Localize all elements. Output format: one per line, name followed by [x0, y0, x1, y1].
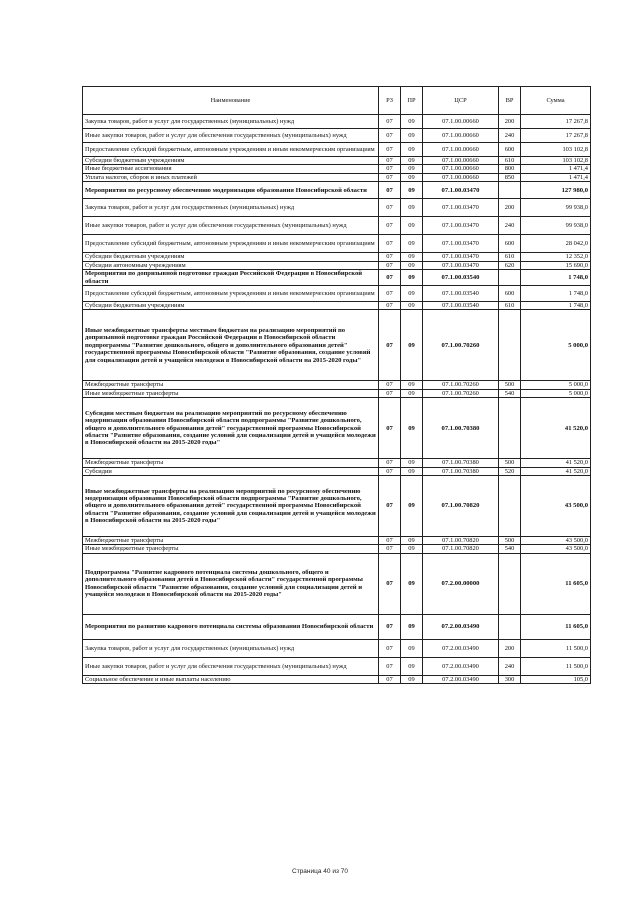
table-row: [83, 476, 591, 537]
cell-csr: 07.1.00.70260: [423, 310, 499, 381]
table-row: [83, 302, 591, 310]
cell-name: Субсидии местным бюджетам на реализацию мероприятий по ресурсному обеспечению модернизации образования Новосибирской области подпрограммы "Развитие дошкольного, общего и дополнительного образования детей" государственной программы Новосибирской области "Развитие образования, создание условий для социализации детей и учащейся молодежи в Новосибирской области на 2015-2020 годы": [83, 398, 379, 459]
cell-vr: 500: [499, 459, 521, 467]
cell-csr: 07.1.00.00660: [423, 115, 499, 129]
cell-vr: 610: [499, 302, 521, 310]
cell-pr: 09: [401, 553, 423, 614]
cell-sum: 17 267,8: [521, 115, 591, 129]
cell-pr: 09: [401, 389, 423, 397]
table-row: [83, 173, 591, 181]
table-row: [83, 398, 591, 459]
cell-name: Субсидии: [83, 467, 379, 475]
cell-name: Иные межбюджетные трансферты: [83, 545, 379, 553]
table-row: [83, 165, 591, 173]
cell-vr: 610: [499, 253, 521, 261]
cell-name: Социальное обеспечение и иные выплаты населению: [83, 675, 379, 683]
cell-pr: 09: [401, 165, 423, 173]
cell-rz: 07: [379, 467, 401, 475]
cell-csr: 07.1.00.03470: [423, 253, 499, 261]
header-csr: ЦСР: [423, 87, 499, 115]
cell-name: Иные межбюджетные трансферты на реализацию мероприятий по ресурсному обеспечению модернизации образования Новосибирской области подпрограммы "Развитие дошкольного, общего и дополнительного образования детей" государственной программы Новосибирской области "Развитие образования, создание условий для социализации детей и учащейся молодежи в Новосибирской области на 2015-2020 годы": [83, 476, 379, 537]
cell-vr: 520: [499, 467, 521, 475]
cell-vr: 540: [499, 389, 521, 397]
cell-vr: 200: [499, 199, 521, 217]
cell-sum: 1 748,0: [521, 270, 591, 286]
cell-csr: 07.1.00.03470: [423, 261, 499, 269]
cell-name: Предоставление субсидий бюджетным, автономным учреждениям и иным некоммерческим организациям: [83, 235, 379, 253]
cell-csr: 07.1.00.00660: [423, 143, 499, 157]
table-row: [83, 143, 591, 157]
cell-vr: 800: [499, 165, 521, 173]
table-row: [83, 261, 591, 269]
cell-rz: 07: [379, 217, 401, 235]
cell-name: Предоставление субсидий бюджетным, автономным учреждениям и иным некоммерческим организациям: [83, 143, 379, 157]
cell-name: Подпрограмма "Развитие кадрового потенциала системы дошкольного, общего и дополнительного образования детей в Новосибирской области" государственной программы Новосибирской области "Развитие образования, создание условий для социализации детей и учащейся молодежи в Новосибирской области на 2015-2020 годы": [83, 553, 379, 614]
cell-rz: 07: [379, 270, 401, 286]
cell-name: Иные бюджетные ассигнования: [83, 165, 379, 173]
cell-sum: 1 748,0: [521, 302, 591, 310]
cell-pr: 09: [401, 129, 423, 143]
cell-vr: 600: [499, 286, 521, 302]
header-pr: ПР: [401, 87, 423, 115]
cell-name: Мероприятия по ресурсному обеспечению модернизации образования Новосибирской области: [83, 182, 379, 199]
cell-sum: 41 520,0: [521, 467, 591, 475]
cell-vr: 600: [499, 143, 521, 157]
cell-rz: 07: [379, 302, 401, 310]
cell-csr: 07.1.00.70380: [423, 398, 499, 459]
cell-csr: 07.1.00.70260: [423, 389, 499, 397]
cell-pr: 09: [401, 467, 423, 475]
table-row: [83, 389, 591, 397]
cell-vr: 240: [499, 217, 521, 235]
cell-name: Закупка товаров, работ и услуг для государственных (муниципальных) нужд: [83, 199, 379, 217]
cell-rz: 07: [379, 537, 401, 545]
cell-sum: 5 000,0: [521, 310, 591, 381]
budget-table: [82, 86, 591, 684]
cell-csr: 07.1.00.70380: [423, 467, 499, 475]
cell-rz: 07: [379, 182, 401, 199]
cell-name: Закупка товаров, работ и услуг для государственных (муниципальных) нужд: [83, 639, 379, 657]
cell-csr: 07.1.00.70820: [423, 476, 499, 537]
table-row: [83, 537, 591, 545]
cell-csr: 07.2.00.03490: [423, 675, 499, 683]
cell-rz: 07: [379, 389, 401, 397]
header-rz: РЗ: [379, 87, 401, 115]
cell-pr: 09: [401, 545, 423, 553]
cell-name: Мероприятия по развитию кадрового потенциала системы образования Новосибирской области: [83, 614, 379, 639]
cell-pr: 09: [401, 173, 423, 181]
cell-vr: [499, 553, 521, 614]
cell-pr: 09: [401, 253, 423, 261]
table-row: [83, 286, 591, 302]
cell-rz: 07: [379, 286, 401, 302]
cell-vr: [499, 182, 521, 199]
cell-csr: 07.1.00.70820: [423, 545, 499, 553]
cell-vr: 200: [499, 639, 521, 657]
cell-name: Предоставление субсидий бюджетным, автономным учреждениям и иным некоммерческим организациям: [83, 286, 379, 302]
cell-pr: 09: [401, 537, 423, 545]
cell-vr: [499, 398, 521, 459]
table-row: [83, 553, 591, 614]
cell-rz: 07: [379, 545, 401, 553]
table-row: [83, 310, 591, 381]
cell-vr: [499, 476, 521, 537]
cell-name: Закупка товаров, работ и услуг для государственных (муниципальных) нужд: [83, 115, 379, 129]
header-vr: ВР: [499, 87, 521, 115]
cell-rz: 07: [379, 476, 401, 537]
cell-vr: [499, 310, 521, 381]
cell-name: Иные межбюджетные трансферты местным бюджетам на реализацию мероприятий по допризывной подготовке граждан Российской Федерации в Новосибирской области подпрограммы "Развитие дошкольного, общего и дополнительного образования детей" государственной программы Новосибирской области "Развитие образования, создание условий для социализации детей и учащейся молодежи в Новосибирской области на 2015-2020 годы": [83, 310, 379, 381]
cell-csr: 07.1.00.03470: [423, 217, 499, 235]
cell-vr: 610: [499, 157, 521, 165]
cell-sum: 17 267,8: [521, 129, 591, 143]
table-row: [83, 270, 591, 286]
cell-csr: 07.1.00.00660: [423, 173, 499, 181]
cell-name: Мероприятия по допризывной подготовке граждан Российской Федерации в Новосибирской области: [83, 270, 379, 286]
table-row: [83, 182, 591, 199]
cell-sum: 41 520,0: [521, 398, 591, 459]
cell-name: Субсидии автономным учреждениям: [83, 261, 379, 269]
table-row: [83, 675, 591, 683]
cell-sum: 11 500,0: [521, 639, 591, 657]
cell-pr: 09: [401, 302, 423, 310]
table-row: [83, 199, 591, 217]
cell-csr: 07.1.00.70380: [423, 459, 499, 467]
cell-rz: 07: [379, 614, 401, 639]
cell-sum: 99 938,0: [521, 199, 591, 217]
table-row: [83, 639, 591, 657]
cell-pr: 09: [401, 217, 423, 235]
cell-sum: 28 042,0: [521, 235, 591, 253]
cell-sum: 99 938,0: [521, 217, 591, 235]
cell-pr: 09: [401, 657, 423, 675]
cell-rz: 07: [379, 143, 401, 157]
cell-rz: 07: [379, 310, 401, 381]
cell-sum: 1 748,0: [521, 286, 591, 302]
cell-csr: 07.2.00.03490: [423, 614, 499, 639]
cell-sum: 103 102,8: [521, 143, 591, 157]
cell-pr: 09: [401, 235, 423, 253]
cell-pr: 09: [401, 115, 423, 129]
cell-name: Иные межбюджетные трансферты: [83, 389, 379, 397]
cell-sum: 5 000,0: [521, 381, 591, 389]
cell-sum: 43 500,0: [521, 476, 591, 537]
cell-rz: 07: [379, 459, 401, 467]
cell-vr: 540: [499, 545, 521, 553]
cell-vr: 500: [499, 381, 521, 389]
cell-sum: 1 471,4: [521, 173, 591, 181]
cell-vr: 300: [499, 675, 521, 683]
cell-name: Межбюджетные трансферты: [83, 459, 379, 467]
cell-name: Иные закупки товаров, работ и услуг для обеспечения государственных (муниципальных) нужд: [83, 217, 379, 235]
table-row: [83, 157, 591, 165]
cell-rz: 07: [379, 129, 401, 143]
cell-pr: 09: [401, 639, 423, 657]
cell-pr: 09: [401, 286, 423, 302]
table-row: [83, 235, 591, 253]
cell-vr: [499, 270, 521, 286]
cell-csr: 07.1.00.03540: [423, 302, 499, 310]
header-sum: Сумма: [521, 87, 591, 115]
cell-vr: 240: [499, 129, 521, 143]
cell-name: Межбюджетные трансферты: [83, 537, 379, 545]
cell-pr: 09: [401, 614, 423, 639]
table-row: [83, 614, 591, 639]
cell-pr: 09: [401, 182, 423, 199]
cell-sum: 12 352,0: [521, 253, 591, 261]
cell-pr: 09: [401, 199, 423, 217]
cell-rz: 07: [379, 157, 401, 165]
cell-csr: 07.1.00.03470: [423, 199, 499, 217]
cell-name: Субсидии бюджетным учреждениям: [83, 302, 379, 310]
cell-sum: 127 980,0: [521, 182, 591, 199]
cell-vr: 500: [499, 537, 521, 545]
cell-rz: 07: [379, 199, 401, 217]
cell-pr: 09: [401, 270, 423, 286]
cell-sum: 5 000,0: [521, 389, 591, 397]
table-row: [83, 115, 591, 129]
cell-pr: 09: [401, 381, 423, 389]
cell-rz: 07: [379, 235, 401, 253]
cell-pr: 09: [401, 398, 423, 459]
cell-csr: 07.1.00.03470: [423, 182, 499, 199]
cell-rz: 07: [379, 165, 401, 173]
cell-pr: 09: [401, 675, 423, 683]
cell-vr: 600: [499, 235, 521, 253]
cell-csr: 07.1.00.03540: [423, 270, 499, 286]
cell-csr: 07.2.00.00000: [423, 553, 499, 614]
cell-name: Субсидии бюджетным учреждениям: [83, 157, 379, 165]
cell-name: Субсидии бюджетным учреждениям: [83, 253, 379, 261]
cell-sum: 11 500,0: [521, 657, 591, 675]
table-row: [83, 217, 591, 235]
cell-sum: 103 102,8: [521, 157, 591, 165]
cell-sum: 11 605,0: [521, 553, 591, 614]
cell-vr: 850: [499, 173, 521, 181]
table-row: [83, 459, 591, 467]
table-row: [83, 657, 591, 675]
table-row: [83, 129, 591, 143]
cell-rz: 07: [379, 173, 401, 181]
cell-csr: 07.2.00.03490: [423, 657, 499, 675]
cell-rz: 07: [379, 553, 401, 614]
cell-rz: 07: [379, 398, 401, 459]
cell-sum: 11 605,0: [521, 614, 591, 639]
cell-rz: 07: [379, 657, 401, 675]
table-row: [83, 467, 591, 475]
cell-name: Иные закупки товаров, работ и услуг для обеспечения государственных (муниципальных) нужд: [83, 129, 379, 143]
cell-sum: 1 471,4: [521, 165, 591, 173]
cell-rz: 07: [379, 261, 401, 269]
cell-name: Межбюджетные трансферты: [83, 381, 379, 389]
cell-csr: 07.1.00.70820: [423, 537, 499, 545]
table-body: [83, 115, 591, 684]
cell-pr: 09: [401, 261, 423, 269]
cell-sum: 15 690,0: [521, 261, 591, 269]
table-row: [83, 253, 591, 261]
cell-rz: 07: [379, 675, 401, 683]
cell-rz: 07: [379, 381, 401, 389]
cell-rz: 07: [379, 639, 401, 657]
cell-rz: 07: [379, 253, 401, 261]
table-row: [83, 545, 591, 553]
cell-csr: 07.1.00.00660: [423, 157, 499, 165]
cell-vr: [499, 614, 521, 639]
table-header-row: [83, 87, 591, 115]
header-name: Наименование: [83, 87, 379, 115]
cell-rz: 07: [379, 115, 401, 129]
cell-csr: 07.1.00.70260: [423, 381, 499, 389]
cell-csr: 07.1.00.00660: [423, 165, 499, 173]
cell-pr: 09: [401, 157, 423, 165]
cell-vr: 200: [499, 115, 521, 129]
cell-pr: 09: [401, 143, 423, 157]
cell-sum: 43 500,0: [521, 537, 591, 545]
cell-csr: 07.1.00.00660: [423, 129, 499, 143]
cell-pr: 09: [401, 459, 423, 467]
cell-csr: 07.1.00.03540: [423, 286, 499, 302]
cell-sum: 43 500,0: [521, 545, 591, 553]
cell-vr: 240: [499, 657, 521, 675]
page-number: Страница 40 из 70: [292, 868, 348, 875]
cell-pr: 09: [401, 476, 423, 537]
table-row: [83, 381, 591, 389]
cell-name: Уплата налогов, сборов и иных платежей: [83, 173, 379, 181]
cell-name: Иные закупки товаров, работ и услуг для обеспечения государственных (муниципальных) нужд: [83, 657, 379, 675]
cell-csr: 07.2.00.03490: [423, 639, 499, 657]
cell-vr: 620: [499, 261, 521, 269]
cell-pr: 09: [401, 310, 423, 381]
cell-sum: 41 520,0: [521, 459, 591, 467]
cell-sum: 105,0: [521, 675, 591, 683]
cell-csr: 07.1.00.03470: [423, 235, 499, 253]
